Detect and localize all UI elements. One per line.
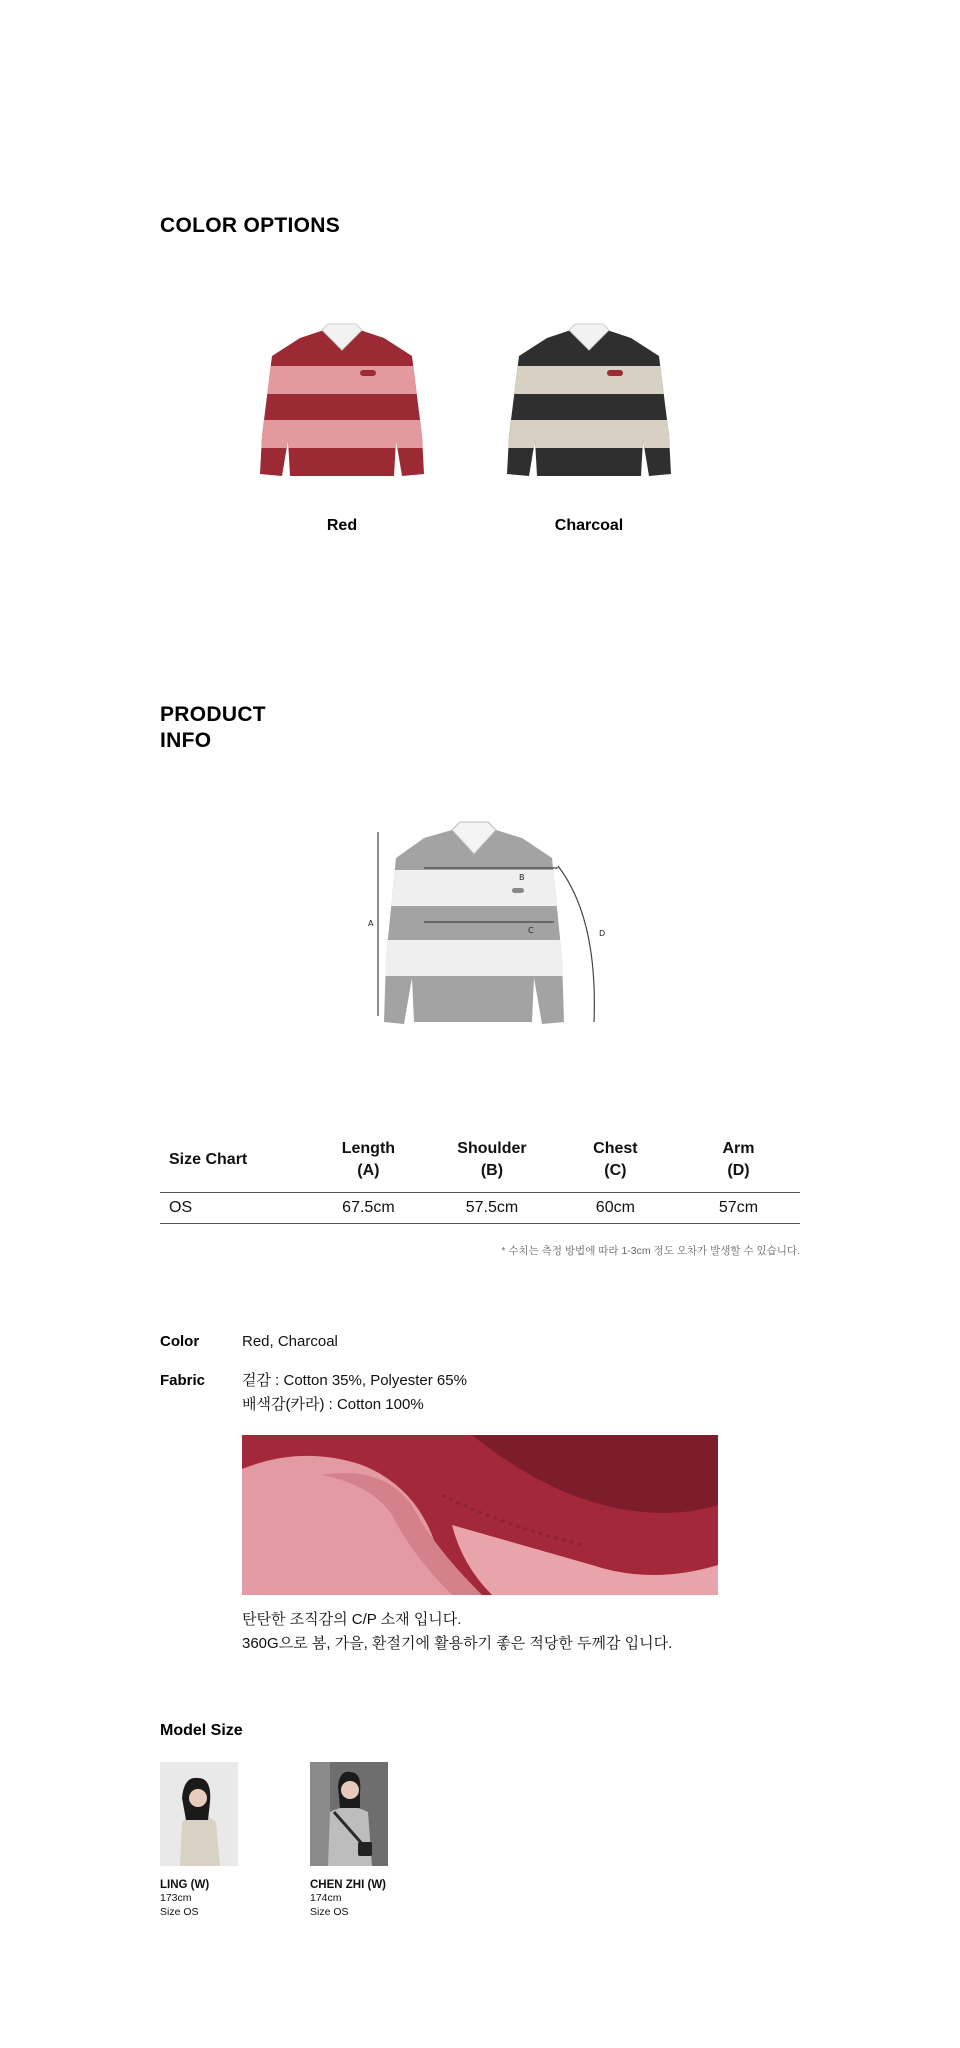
fabric-desc-line-2: 360G으로 봄, 가을, 환절기에 활용하기 좋은 적당한 두께감 입니다. — [242, 1635, 673, 1652]
color-label-red: Red — [326, 517, 358, 534]
header-length-label: Length — [341, 1140, 396, 1157]
size-chart-header-row — [160, 1130, 800, 1193]
product-info-title-line2: INFO — [160, 729, 212, 752]
model-size-chen-zhi: Size OS — [310, 1906, 349, 1918]
header-arm-label: Arm — [722, 1140, 755, 1157]
model-height-ling: 173cm — [160, 1892, 192, 1904]
cell-shoulder: 57.5cm — [430, 1193, 554, 1224]
cell-chest: 60cm — [554, 1193, 677, 1224]
header-shoulder-code: (B) — [480, 1162, 504, 1179]
model-photo-ling[interactable] — [160, 1762, 238, 1866]
diagram-label-c: C — [528, 926, 534, 935]
size-chart-row — [160, 1193, 800, 1224]
model-name-chen-zhi: CHEN ZHI (W) — [310, 1879, 387, 1891]
diagram-label-b: B — [519, 873, 525, 882]
header-chest — [554, 1130, 677, 1193]
fabric-desc-line-1: 탄탄한 조직감의 C/P 소재 입니다. — [242, 1611, 462, 1628]
header-chest-label: Chest — [593, 1140, 638, 1157]
header-size-chart: Size Chart — [169, 1151, 248, 1168]
measurement-diagram — [362, 818, 612, 1028]
model-card-ling[interactable] — [160, 1762, 280, 1919]
header-arm-code: (D) — [727, 1162, 750, 1179]
fabric-detail-label: Fabric — [160, 1372, 206, 1389]
stripe-light — [499, 366, 679, 394]
charcoal-sweatshirt-image[interactable] — [499, 316, 679, 486]
model-name-ling: LING (W) — [160, 1879, 210, 1891]
model-size-ling: Size OS — [160, 1906, 199, 1918]
color-detail-value: Red, Charcoal — [242, 1333, 338, 1350]
header-chest-code: (C) — [604, 1162, 627, 1179]
diagram-label-a: A — [368, 919, 374, 928]
color-options-title: COLOR OPTIONS — [160, 214, 341, 237]
size-chart-note: * 수치는 측정 방법에 따라 1-3cm 정도 오차가 발생할 수 있습니다. — [501, 1245, 800, 1257]
cell-arm: 57cm — [677, 1193, 800, 1224]
model-height-chen-zhi: 174cm — [310, 1892, 342, 1904]
fabric-description — [242, 1608, 672, 1656]
red-sweatshirt-image[interactable] — [252, 316, 432, 486]
fabric-line-1: 겉감 : Cotton 35%, Polyester 65% — [242, 1372, 467, 1389]
product-info-title — [160, 702, 266, 754]
fabric-detail-value — [242, 1369, 467, 1417]
model-size-title: Model Size — [160, 1722, 243, 1739]
size-chart-table — [160, 1130, 800, 1224]
stripe-light — [252, 366, 432, 394]
cell-length: 67.5cm — [307, 1193, 430, 1224]
color-label-charcoal: Charcoal — [554, 517, 624, 534]
model-card-chen-zhi[interactable] — [310, 1762, 430, 1919]
fabric-line-2: 배색감(카라) : Cotton 100% — [242, 1396, 424, 1413]
color-detail-label: Color — [160, 1333, 200, 1350]
header-length-code: (A) — [357, 1162, 380, 1179]
model-photo-chen-zhi[interactable] — [310, 1762, 388, 1866]
header-arm — [677, 1130, 800, 1193]
header-length — [307, 1130, 430, 1193]
header-shoulder-label: Shoulder — [457, 1140, 527, 1157]
fabric-closeup-image — [242, 1435, 718, 1595]
size-chart-header — [160, 1130, 307, 1193]
stripe-light — [499, 420, 679, 448]
diagram-label-d: D — [599, 929, 606, 938]
header-shoulder — [430, 1130, 554, 1193]
product-info-title-line1: PRODUCT — [160, 703, 266, 726]
stripe-light — [252, 420, 432, 448]
cell-size: OS — [160, 1193, 307, 1224]
